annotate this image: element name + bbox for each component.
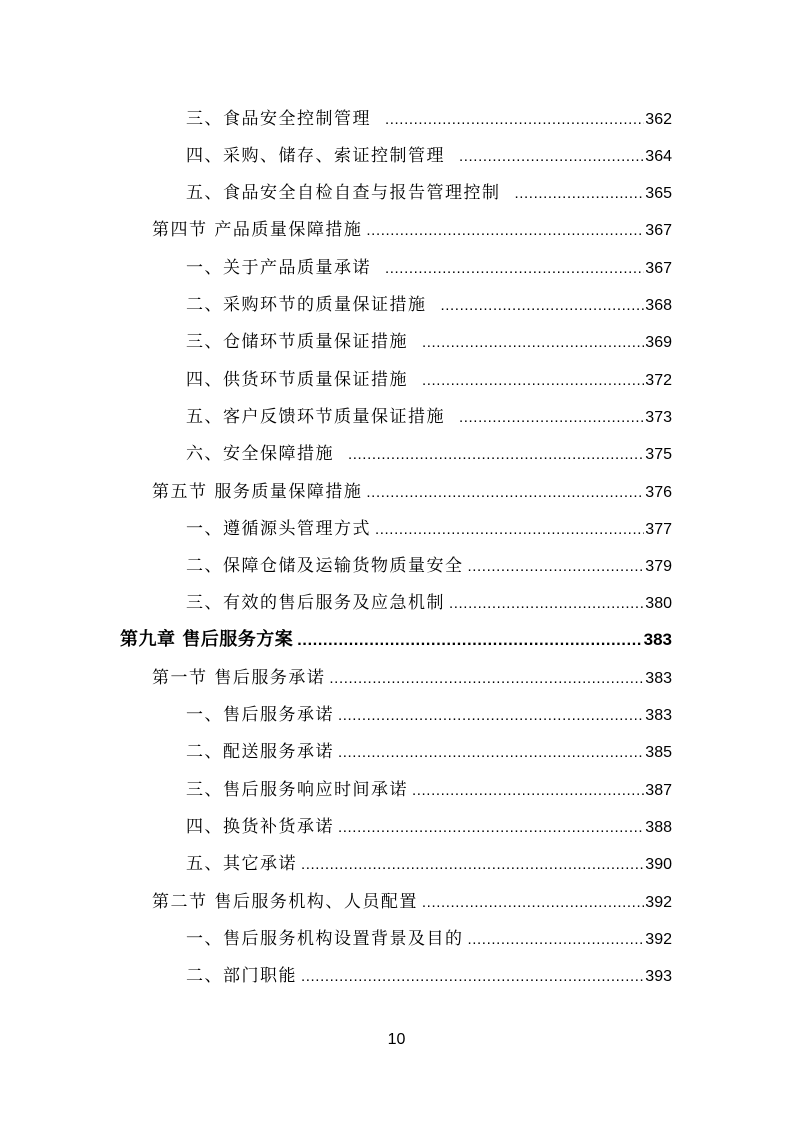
dot-leader (422, 331, 644, 355)
toc-entry-label: 第九章 售后服务方案 (120, 629, 294, 650)
toc-entry[interactable] (152, 890, 672, 914)
toc-entry-label: 二、保障仓储及运输货物质量安全 (186, 556, 464, 576)
toc-entry-label: 六、安全保障措施 (186, 444, 334, 464)
toc-entry-label: 一、关于产品质量承诺 (186, 258, 371, 278)
dot-leader (422, 369, 644, 393)
toc-entry[interactable] (186, 442, 672, 466)
toc-entry-page: 380 (645, 595, 672, 612)
toc-entry-page: 385 (645, 744, 672, 761)
toc-entry-label: 一、售后服务机构设置背景及目的 (186, 929, 464, 949)
toc-entry-page: 393 (645, 968, 672, 985)
toc-entry-label: 五、客户反馈环节质量保证措施 (186, 407, 445, 427)
toc-entry[interactable] (186, 107, 672, 131)
toc-entry-page: 373 (645, 409, 672, 426)
dot-leader (338, 741, 644, 765)
dot-leader (422, 891, 644, 915)
toc-entry[interactable] (186, 591, 672, 615)
dot-leader (449, 592, 644, 616)
dot-leader (441, 294, 645, 318)
toc-entry[interactable] (186, 964, 672, 988)
toc-entry-label: 第一节 售后服务承诺 (152, 668, 326, 688)
toc-entry-label: 四、供货环节质量保证措施 (186, 370, 408, 390)
dot-leader (366, 481, 644, 505)
toc-entry[interactable] (186, 293, 672, 317)
dot-leader (459, 406, 644, 430)
toc-entry[interactable] (186, 144, 672, 168)
toc-entry[interactable] (186, 554, 672, 578)
toc-entry-label: 一、遵循源头管理方式 (186, 519, 371, 539)
toc-entry-page: 362 (645, 111, 672, 128)
toc-entry-label: 四、换货补货承诺 (186, 817, 334, 837)
dot-leader (385, 108, 644, 132)
dot-leader (468, 555, 645, 579)
toc-entry[interactable] (186, 703, 672, 727)
toc-entry-label: 四、采购、储存、索证控制管理 (186, 146, 445, 166)
toc-entry[interactable] (186, 778, 672, 802)
toc-entry-label: 第五节 服务质量保障措施 (152, 482, 363, 502)
toc-entry[interactable] (186, 330, 672, 354)
toc-entry[interactable] (152, 666, 672, 690)
toc-entry-page: 375 (645, 446, 672, 463)
dot-leader (348, 443, 644, 467)
toc-entry-label: 三、仓储环节质量保证措施 (186, 332, 408, 352)
toc-entry-page: 387 (645, 782, 672, 799)
page-number: 10 (387, 1031, 406, 1048)
toc-entry-label: 第四节 产品质量保障措施 (152, 220, 363, 240)
toc-entry-page: 392 (645, 931, 672, 948)
dot-leader (338, 704, 644, 728)
toc-entry-page: 372 (645, 372, 672, 389)
dot-leader (301, 965, 644, 989)
toc-entry-label: 第二节 售后服务机构、人员配置 (152, 892, 418, 912)
toc-entry-page: 376 (645, 484, 672, 501)
toc-entry[interactable] (186, 256, 672, 280)
toc-entry-page: 369 (645, 334, 672, 351)
toc-entry-page: 392 (645, 894, 672, 911)
toc-entry-label: 二、部门职能 (186, 966, 297, 986)
toc-entry-label: 三、售后服务响应时间承诺 (186, 780, 408, 800)
dot-leader (375, 518, 644, 542)
toc-entry-page: 383 (645, 670, 672, 687)
toc-entry-label: 三、有效的售后服务及应急机制 (186, 593, 445, 613)
toc-entry[interactable] (186, 927, 672, 951)
toc-entry[interactable] (186, 740, 672, 764)
toc-entry[interactable] (186, 517, 672, 541)
toc-entry-page: 383 (643, 630, 672, 649)
dot-leader (468, 928, 645, 952)
dot-leader (329, 667, 644, 691)
toc-entry-label: 二、采购环节的质量保证措施 (186, 295, 427, 315)
toc-entry-page: 390 (645, 856, 672, 873)
toc-entry-label: 五、其它承诺 (186, 854, 297, 874)
toc-entry-chapter[interactable] (120, 628, 672, 652)
dot-leader (301, 853, 644, 877)
dot-leader (297, 629, 642, 653)
toc-entry-label: 五、食品安全自检自查与报告管理控制 (186, 183, 501, 203)
dot-leader (385, 257, 644, 281)
toc-entry-page: 365 (645, 185, 672, 202)
toc-entry-label: 三、食品安全控制管理 (186, 109, 371, 129)
dot-leader (366, 219, 644, 243)
toc-entry-page: 377 (645, 521, 672, 538)
toc-entry[interactable] (186, 368, 672, 392)
toc-entry[interactable] (152, 480, 672, 504)
dot-leader (459, 145, 644, 169)
dot-leader (412, 779, 644, 803)
toc-entry-page: 364 (645, 148, 672, 165)
toc-entry[interactable] (186, 181, 672, 205)
toc-entry-label: 二、配送服务承诺 (186, 742, 334, 762)
toc-entry-page: 383 (645, 707, 672, 724)
toc-entry-page: 379 (645, 558, 672, 575)
toc-entry[interactable] (152, 218, 672, 242)
toc-entry-page: 367 (645, 260, 672, 277)
dot-leader (515, 182, 645, 206)
toc-entry-page: 367 (645, 222, 672, 239)
toc-entry[interactable] (186, 815, 672, 839)
toc-entry-page: 388 (645, 819, 672, 836)
toc-entry[interactable] (186, 852, 672, 876)
toc-entry-page: 368 (645, 297, 672, 314)
toc-entry-label: 一、售后服务承诺 (186, 705, 334, 725)
dot-leader (338, 816, 644, 840)
toc-entry[interactable] (186, 405, 672, 429)
